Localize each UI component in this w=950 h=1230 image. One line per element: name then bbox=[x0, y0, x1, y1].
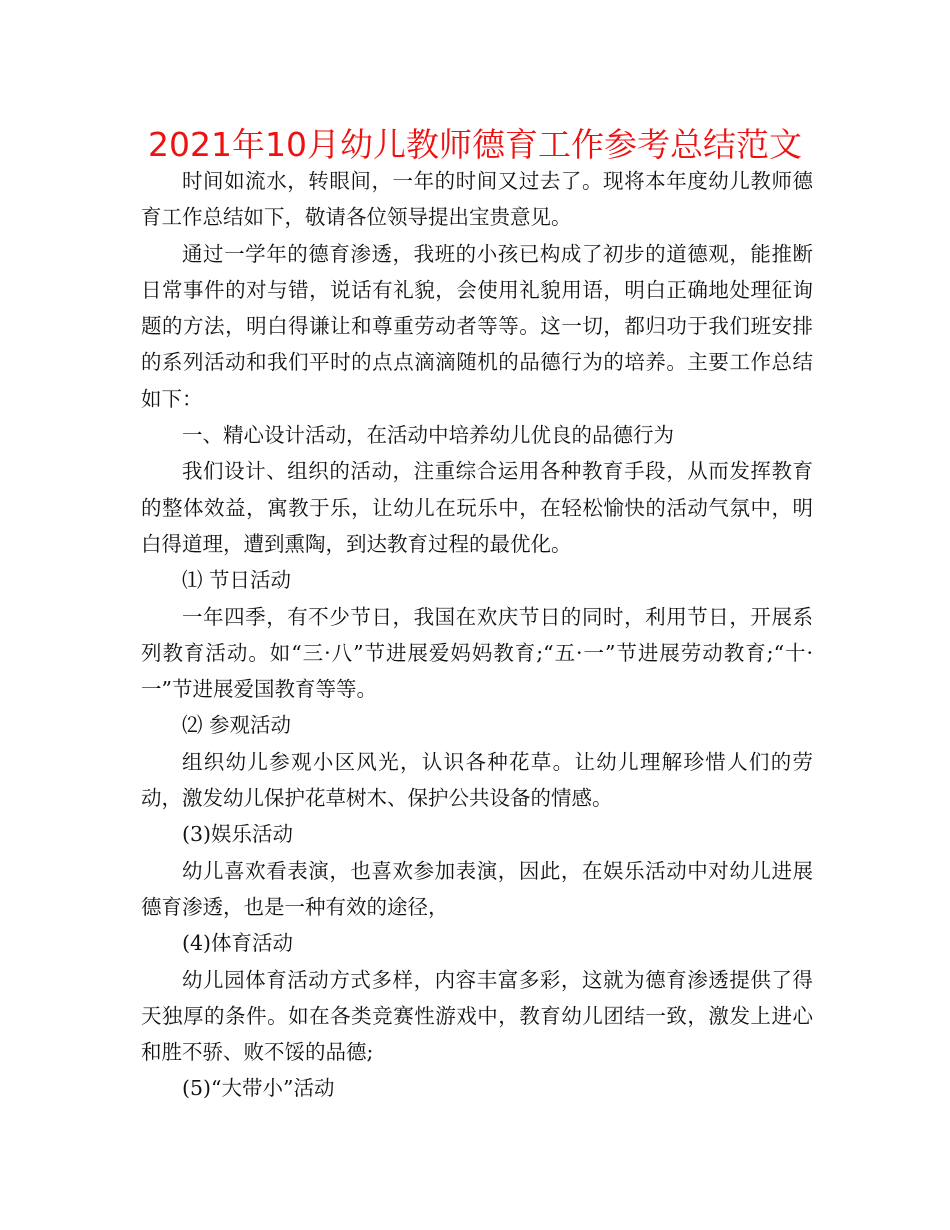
subheading-sports: (4)体育活动 bbox=[182, 931, 294, 956]
document-body bbox=[141, 163, 813, 1107]
subheading-entertainment: (3)娱乐活动 bbox=[182, 822, 294, 847]
paragraph-visit: 组织幼儿参观小区风光，认识各种花草。让幼儿理解珍惜人们的劳动，激发幼儿保护花草树木、保护公共设备的情感。 bbox=[141, 749, 813, 811]
section-heading-1: 一、精心设计活动，在活动中培养幼儿优良的品德行为 bbox=[182, 423, 674, 448]
page-title: 2021年10月幼儿教师德育工作参考总结范文 bbox=[148, 125, 802, 164]
subheading-visit: ⑵ 参观活动 bbox=[182, 713, 292, 738]
subheading-big-with-small: (5)“大带小”活动 bbox=[182, 1076, 335, 1101]
paragraph-entertainment: 幼儿喜欢看表演，也喜欢参加表演，因此，在娱乐活动中对幼儿进展德育渗透，也是一种有效的途径， bbox=[141, 858, 813, 919]
paragraph-intro: 时间如流水，转眼间，一年的时间又过去了。现将本年度幼儿教师德育工作总结如下，敬请各位领导提出宝贵意见。 bbox=[141, 169, 813, 230]
paragraph-activities: 我们设计、组织的活动，注重综合运用各种教育手段，从而发挥教育的整体效益，寓教于乐，让幼儿在玩乐中，在轻松愉快的活动气氛中，明白得道理，遭到熏陶，到达教育过程的最优化。 bbox=[141, 459, 813, 556]
paragraph-summary: 通过一学年的德育渗透，我班的小孩已构成了初步的道德观，能推断日常事件的对与错，说话有礼貌，会使用礼貌用语，明白正确地处理征询题的方法，明白得谦让和尊重劳动者等等。这一切，都归功于我们班安排的系列活动和我们平时的点点滴滴随机的品德行为的培养。主要工作总结如下： bbox=[141, 241, 813, 411]
paragraph-sports: 幼儿园体育活动方式多样，内容丰富多彩，这就为德育渗透提供了得天独厚的条件。如在各类竞赛性游戏中，教育幼儿团结一致，激发上进心和胜不骄、败不馁的品德; bbox=[141, 967, 813, 1065]
subheading-festival: ⑴ 节日活动 bbox=[182, 568, 292, 593]
paragraph-festival: 一年四季，有不少节日，我国在欢庆节日的同时，利用节日，开展系列教育活动。如“三·八”节进展爱妈妈教育;“五·一”节进展劳动教育;“十·一”节进展爱国教育等等。 bbox=[141, 604, 813, 702]
